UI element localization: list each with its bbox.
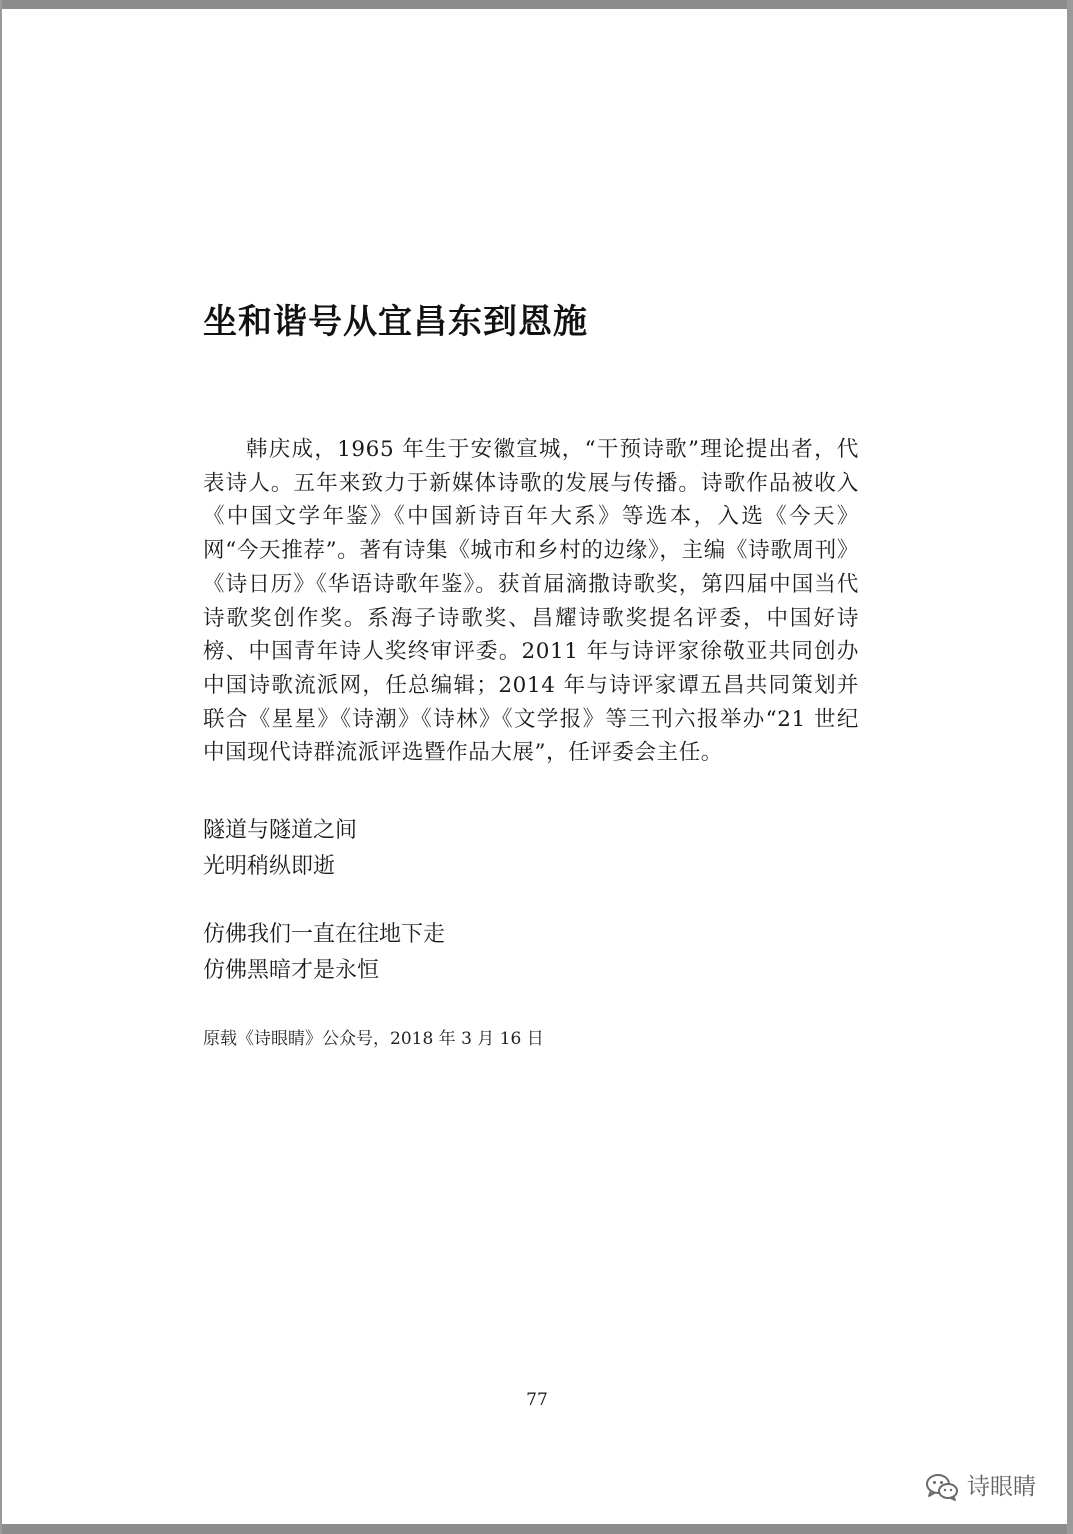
page-number: 77 xyxy=(526,1390,548,1410)
page-border-bottom xyxy=(0,1524,1073,1534)
poem-title: 坐和谐号从宜昌东到恩施 xyxy=(203,302,588,342)
page-border-left xyxy=(0,0,2,1534)
poem-stanza-2 xyxy=(203,917,803,989)
poem-line: 仿佛我们一直在往地下走 xyxy=(203,922,446,947)
poem-line: 隧道与隧道之间 xyxy=(203,818,358,843)
poem-stanza-1 xyxy=(203,813,803,885)
watermark xyxy=(925,1467,1036,1507)
watermark-text: 诗眼睛 xyxy=(967,1474,1036,1500)
wechat-icon xyxy=(925,1472,959,1502)
poem-line: 光明稍纵即逝 xyxy=(203,854,336,879)
author-bio: 韩庆成，1965 年生于安徽宣城，“干预诗歌”理论提出者，代表诗人。五年来致力于新媒体诗歌的发展与传播。诗歌作品被收入《中国文学年鉴》《中国新诗百年大系》等选本，入选《今天》网“今天推荐”。著有诗集《城市和乡村的边缘》，主编《诗歌周刊》《诗日历》《华语诗歌年鉴》。获首届滴撒诗歌奖，第四届中国当代诗歌奖创作奖。系海子诗歌奖、昌耀诗歌奖提名评委，中国好诗榜、中国青年诗人奖终审评委。2011 年与诗评家徐敬亚共同创办中国诗歌流派网，任总编辑；2014 年与诗评家谭五昌共同策划并联合《星星》《诗潮》《诗林》《文学报》等三刊六报举办“21 世纪中国现代诗群流派评选暨作品大展”，任评委会主任。 xyxy=(203,437,859,766)
poem-line: 仿佛黑暗才是永恒 xyxy=(203,958,380,983)
page-border-right xyxy=(1067,0,1073,1534)
source-note: 原载《诗眼睛》公众号，2018 年 3 月 16 日 xyxy=(203,1029,544,1049)
page-border-top xyxy=(0,0,1073,9)
